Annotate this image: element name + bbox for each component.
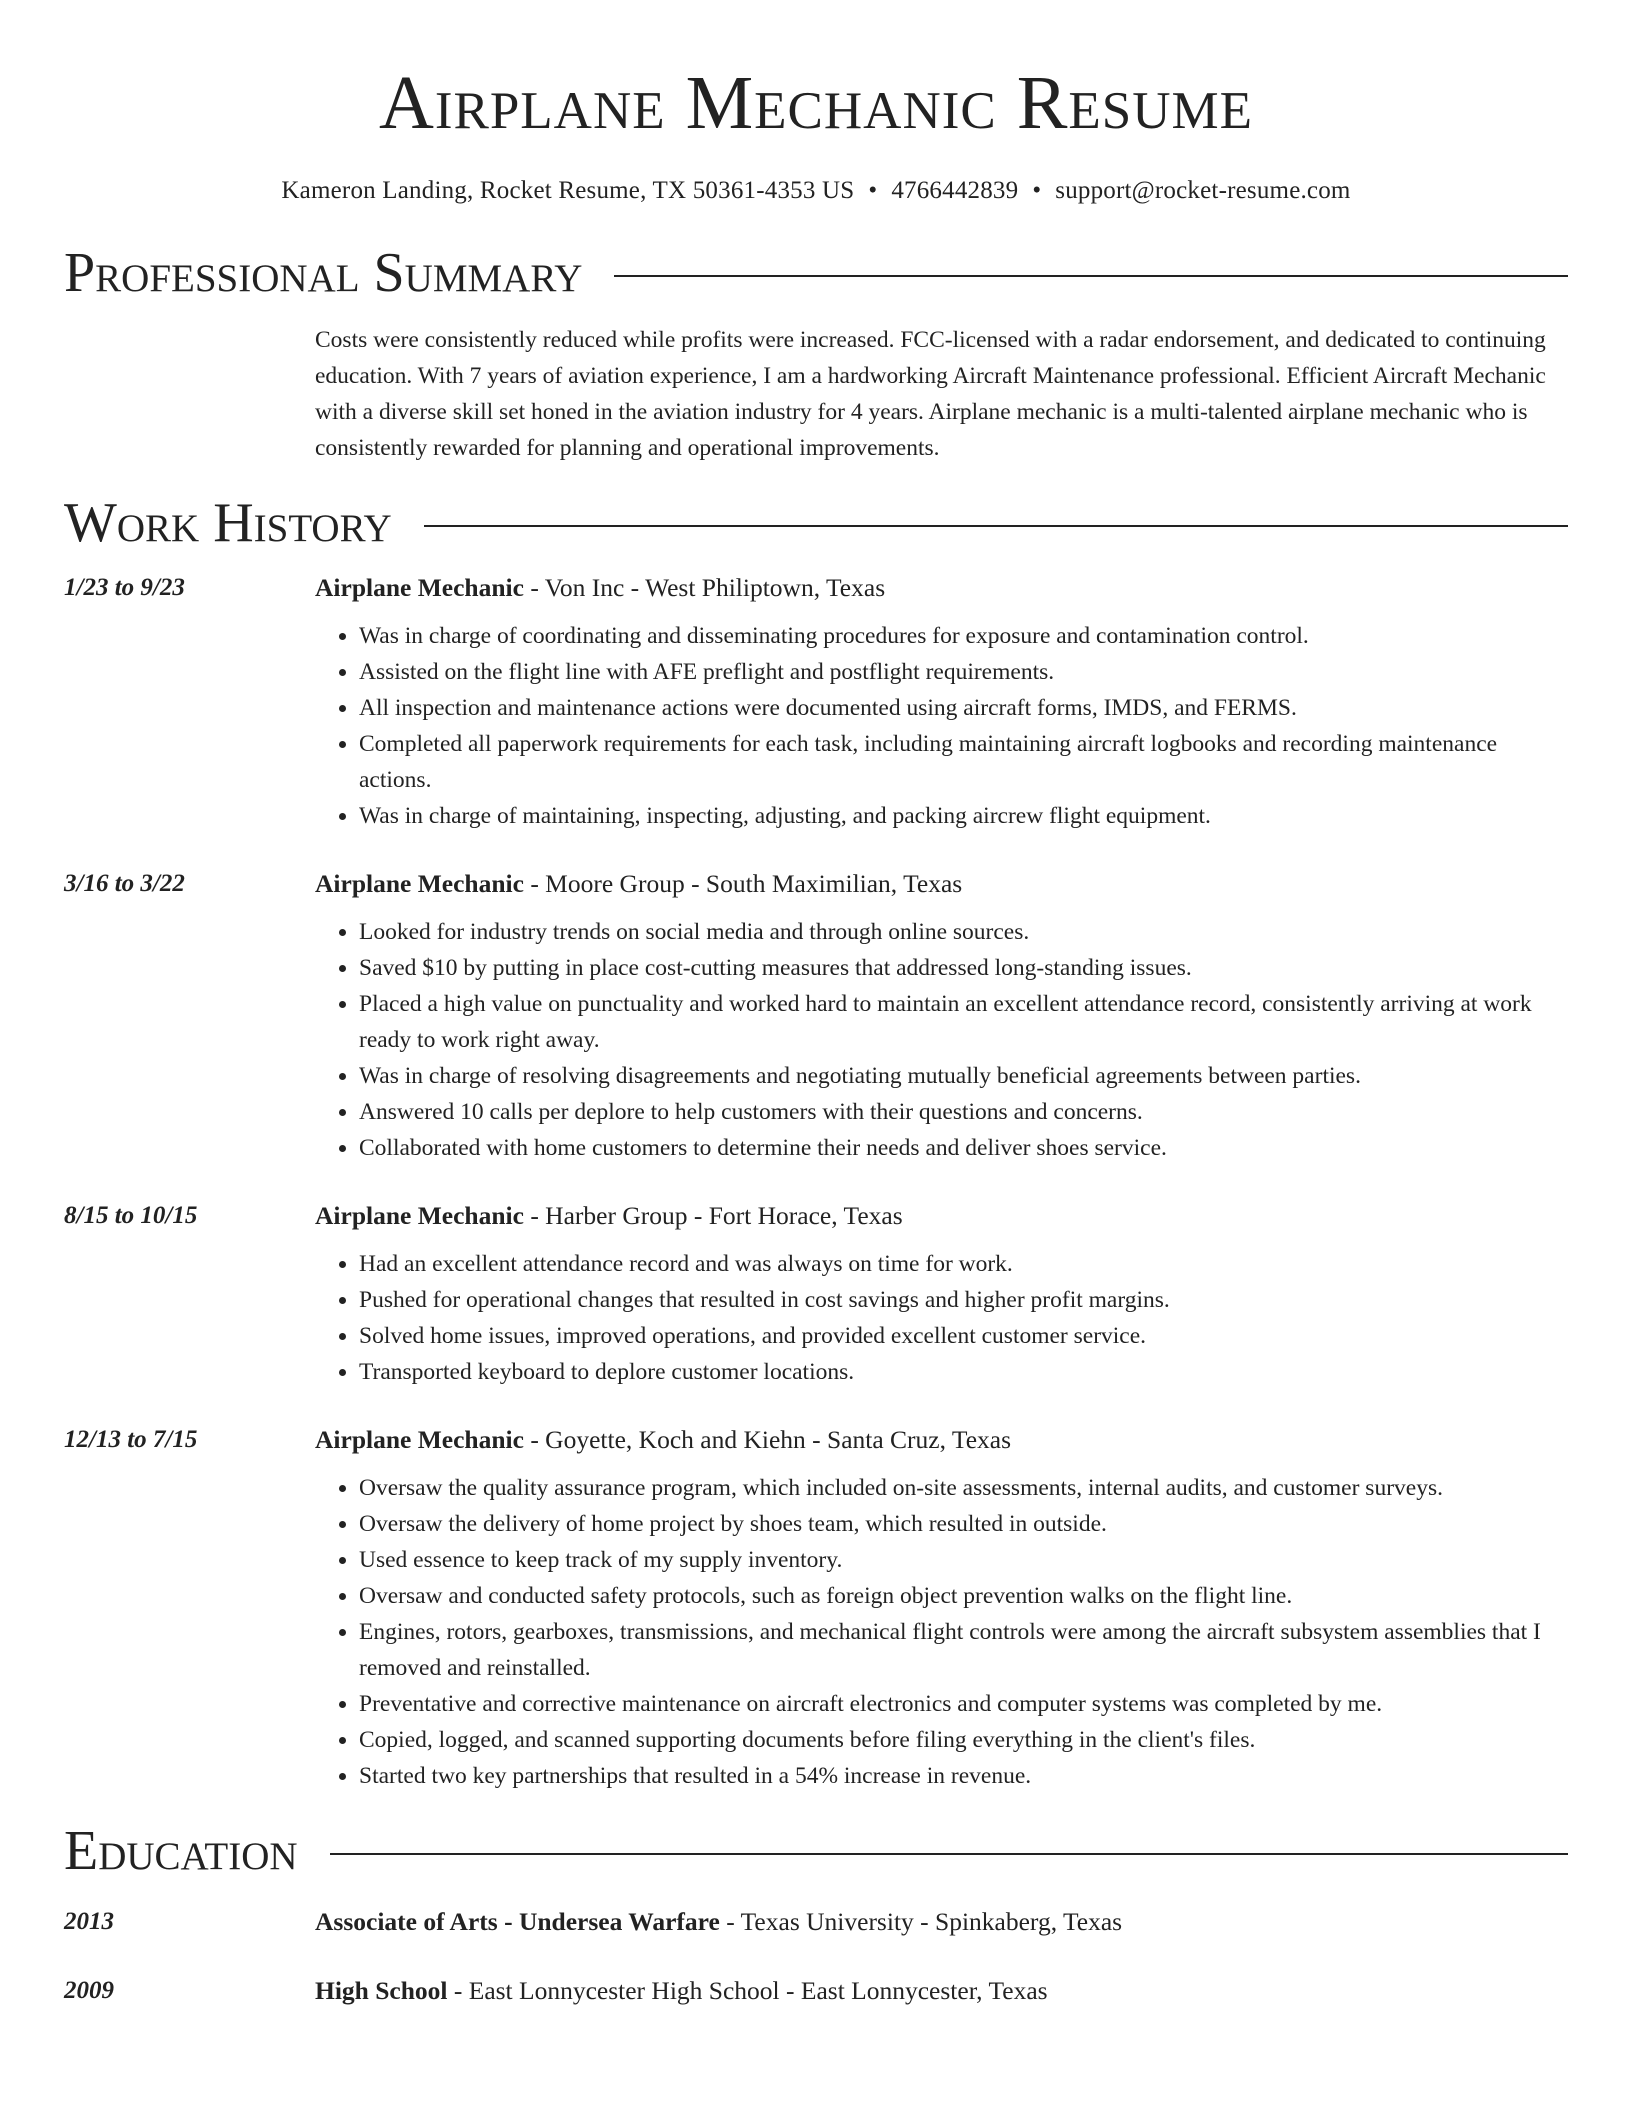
section-title-summary: Professional Summary [64,242,583,304]
job-entry [64,1198,1568,1390]
job-entry [64,866,1568,1166]
section-divider [424,525,1568,527]
job-bullet: • Oversaw the quality assurance program, which included on-site assessments, internal audits, and customer surveys. [359,1470,1568,1506]
job-bullet: • Had an excellent attendance record and was always on time for work. [359,1246,1568,1282]
job-bullet: • Answered 10 calls per deplore to help customers with their questions and concerns. [359,1094,1568,1130]
contact-separator: • [868,177,878,204]
section-divider [330,1853,1568,1855]
education-school-location: - Texas University - Spinkaberg, Texas [719,1907,1123,1936]
education-entry [64,1904,1568,1940]
job-dates: 12/13 to 7/15 [64,1426,198,1453]
job-bullet: • Looked for industry trends on social media and through online sources. [359,914,1568,950]
resume-title: Airplane Mechanic Resume [378,61,1254,145]
education-entry [64,1973,1568,2009]
job-dates: 3/16 to 3/22 [64,870,185,897]
contact-address: Kameron Landing, Rocket Resume, TX 50361-4353 US [281,177,855,204]
job-bullet: • Assisted on the flight line with AFE preflight and postflight requirements. [359,654,1568,690]
job-bullet: • Engines, rotors, gearboxes, transmissions, and mechanical flight controls were among the aircraft subsystem assemblies that I removed and reinstalled. [359,1614,1568,1686]
job-bullet: • Pushed for operational changes that resulted in cost savings and higher profit margins. [359,1282,1568,1318]
job-bullet: • Saved $10 by putting in place cost-cutting measures that addressed long-standing issues. [359,950,1568,986]
education-school-location: - East Lonnycester High School - East Lonnycester, Texas [447,1976,1048,2005]
section-title-work-history: Work History [64,492,392,554]
job-company-location: - Moore Group - South Maximilian, Texas [523,869,963,898]
job-heading [315,1198,1568,1234]
education-year: 2013 [64,1908,114,1935]
job-bullet: • Copied, logged, and scanned supporting documents before filing everything in the client's files. [359,1722,1568,1758]
job-heading [315,1422,1568,1458]
job-bullet: • Oversaw the delivery of home project by shoes team, which resulted in outside. [359,1506,1568,1542]
section-divider [614,275,1568,277]
job-bullet: • Was in charge of coordinating and disseminating procedures for exposure and contamination control. [359,618,1568,654]
job-title: Airplane Mechanic [315,1425,524,1454]
job-bullets [315,914,1568,1166]
job-bullets [315,1246,1568,1390]
section-header-education [64,1816,1568,1886]
education-degree: Associate of Arts - Undersea Warfare [315,1907,720,1936]
education-degree: High School [315,1976,448,2005]
job-entry [64,570,1568,834]
job-company-location: - Harber Group - Fort Horace, Texas [523,1201,903,1230]
job-title: Airplane Mechanic [315,1201,524,1230]
contact-phone: 4766442839 [891,177,1019,204]
section-header-work-history [64,488,1568,558]
job-heading [315,570,1568,606]
job-heading [315,866,1568,902]
job-title: Airplane Mechanic [315,869,524,898]
resume-page [64,0,1568,2009]
contact-email: support@rocket-resume.com [1055,177,1351,204]
job-bullet: • Solved home issues, improved operations, and provided excellent customer service. [359,1318,1568,1354]
job-bullet: • All inspection and maintenance actions were documented using aircraft forms, IMDS, and FERMS. [359,690,1568,726]
job-bullet: • Transported keyboard to deplore customer locations. [359,1354,1568,1390]
job-bullet: • Preventative and corrective maintenance on aircraft electronics and computer systems was completed by me. [359,1686,1568,1722]
job-dates: 1/23 to 9/23 [64,574,185,601]
job-company-location: - Von Inc - West Philiptown, Texas [523,573,886,602]
education-heading [315,1904,1568,1940]
job-bullet: • Oversaw and conducted safety protocols, such as foreign object prevention walks on the flight line. [359,1578,1568,1614]
job-bullet: • Collaborated with home customers to determine their needs and deliver shoes service. [359,1130,1568,1166]
section-header-summary [64,238,1568,308]
job-bullet: • Was in charge of maintaining, inspecting, adjusting, and packing aircrew flight equipment. [359,798,1568,834]
summary-text: Costs were consistently reduced while profits were increased. FCC-licensed with a radar endorsement, and dedicated to continuing education. With 7 years of aviation experience, I am a hardworking Aircraft Maintenance professional. Efficient Aircraft Mechanic with a diverse skill set honed in the aviation industry for 4 years. Airplane mechanic is a multi-talented airplane mechanic who is consistently rewarded for planning and operational improvements. [315,327,1546,461]
job-bullet: • Started two key partnerships that resulted in a 54% increase in revenue. [359,1758,1568,1794]
education-heading [315,1973,1568,2009]
job-company-location: - Goyette, Koch and Kiehn - Santa Cruz, Texas [523,1425,1012,1454]
job-bullet: • Placed a high value on punctuality and worked hard to maintain an excellent attendance record, consistently arriving at work ready to work right away. [359,986,1568,1058]
job-bullet: • Was in charge of resolving disagreements and negotiating mutually beneficial agreements between parties. [359,1058,1568,1094]
contact-separator: • [1032,177,1042,204]
education-year: 2009 [64,1977,114,2004]
job-entry [64,1422,1568,1794]
job-title: Airplane Mechanic [315,573,524,602]
section-title-education: Education [64,1820,298,1882]
job-bullet: • Completed all paperwork requirements for each task, including maintaining aircraft logbooks and recording maintenance actions. [359,726,1568,798]
job-dates: 8/15 to 10/15 [64,1202,198,1229]
contact-line [64,174,1568,208]
job-bullets [315,618,1568,834]
job-bullets [315,1470,1568,1794]
job-bullet: • Used essence to keep track of my supply inventory. [359,1542,1568,1578]
